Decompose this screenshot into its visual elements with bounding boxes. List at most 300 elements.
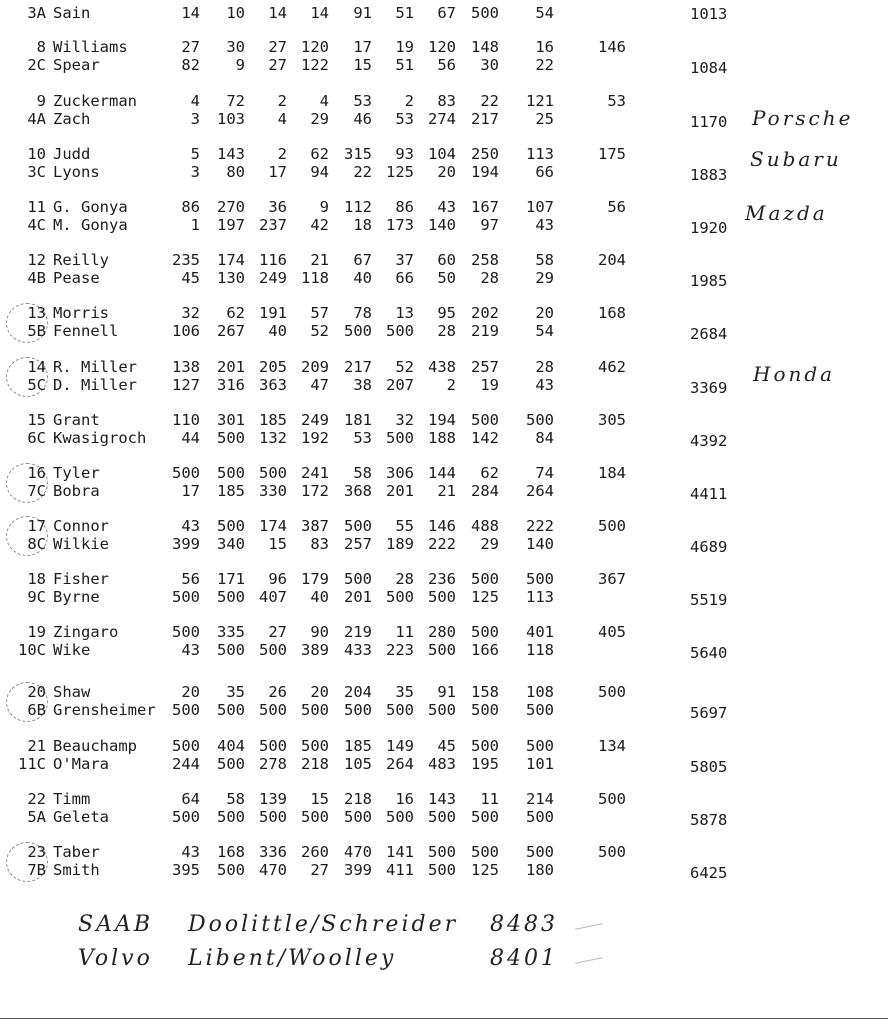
score-cell: 433	[344, 641, 372, 659]
score-cell: 28	[395, 570, 414, 588]
score-cell: 438	[428, 358, 456, 376]
score-cell: 144	[428, 464, 456, 482]
score-cell: 74	[535, 464, 554, 482]
extra-score: 168	[598, 304, 626, 322]
score-cell: 500	[428, 808, 456, 826]
score-cell: 407	[259, 588, 287, 606]
score-cell: 330	[259, 482, 287, 500]
entry-code: 5A	[27, 808, 46, 826]
score-cell: 66	[535, 163, 554, 181]
score-cell: 17	[353, 38, 372, 56]
score-cell: 500	[217, 588, 245, 606]
score-cell: 50	[437, 269, 456, 287]
score-cell: 500	[217, 517, 245, 535]
score-cell: 500	[172, 808, 200, 826]
entry-group	[0, 843, 888, 883]
entry-code: 6C	[27, 429, 46, 447]
score-cell: 280	[428, 623, 456, 641]
score-cell: 500	[428, 641, 456, 659]
score-cell: 56	[181, 570, 200, 588]
entry-row	[0, 517, 888, 535]
page-bottom-rule	[0, 1018, 888, 1019]
score-cell: 94	[310, 163, 329, 181]
score-cell: 101	[526, 755, 554, 773]
score-cell: 35	[226, 683, 245, 701]
score-cell: 218	[301, 755, 329, 773]
score-cell: 306	[386, 464, 414, 482]
score-cell: 222	[428, 535, 456, 553]
score-cell: 22	[353, 163, 372, 181]
score-cell: 1	[190, 216, 200, 234]
entry-code: 8	[36, 38, 46, 56]
car-annotation: Honda	[753, 362, 836, 386]
score-cell: 185	[344, 737, 372, 755]
score-cell: 53	[353, 92, 372, 110]
score-cell: 44	[181, 429, 200, 447]
score-cell: 58	[353, 464, 372, 482]
score-cell: 13	[395, 304, 414, 322]
score-cell: 401	[526, 623, 554, 641]
score-cell: 141	[386, 843, 414, 861]
entry-code: 14	[27, 358, 46, 376]
score-cell: 274	[428, 110, 456, 128]
score-cell: 500	[386, 429, 414, 447]
score-cell: 15	[310, 790, 329, 808]
handwritten-car: SAAB	[78, 912, 154, 937]
entry-name: Reilly	[53, 251, 109, 269]
score-cell: 500	[386, 701, 414, 719]
entry-name: G. Gonya	[53, 198, 128, 216]
score-cell: 19	[480, 376, 499, 394]
score-cell: 244	[172, 755, 200, 773]
score-cell: 54	[535, 322, 554, 340]
group-total: 2684	[690, 325, 728, 343]
entry-name: Morris	[53, 304, 109, 322]
score-cell: 316	[217, 376, 245, 394]
score-cell: 201	[386, 482, 414, 500]
score-cell: 20	[181, 683, 200, 701]
entry-name: Shaw	[53, 683, 91, 701]
entry-code: 16	[27, 464, 46, 482]
entry-code: 4C	[27, 216, 46, 234]
score-cell: 28	[535, 358, 554, 376]
score-cell: 218	[344, 790, 372, 808]
score-cell: 19	[395, 38, 414, 56]
score-cell: 52	[310, 322, 329, 340]
score-cell: 118	[301, 269, 329, 287]
score-cell: 83	[437, 92, 456, 110]
score-cell: 60	[437, 251, 456, 269]
score-cell: 260	[301, 843, 329, 861]
score-cell: 500	[344, 570, 372, 588]
score-cell: 3	[190, 110, 200, 128]
entry-name: Sain	[53, 4, 91, 22]
score-cell: 166	[471, 641, 499, 659]
score-cell: 51	[395, 56, 414, 74]
score-cell: 132	[259, 429, 287, 447]
score-cell: 500	[217, 429, 245, 447]
entry-code: 18	[27, 570, 46, 588]
score-cell: 483	[428, 755, 456, 773]
score-cell: 399	[172, 535, 200, 553]
score-cell: 14	[181, 4, 200, 22]
score-cell: 17	[268, 163, 287, 181]
score-cell: 4	[190, 92, 200, 110]
score-cell: 500	[301, 737, 329, 755]
score-cell: 55	[395, 517, 414, 535]
score-cell: 28	[480, 269, 499, 287]
group-total: 4689	[690, 538, 728, 556]
score-cell: 500	[526, 843, 554, 861]
handwritten-note	[0, 946, 888, 986]
score-cell: 158	[471, 683, 499, 701]
score-cell: 107	[526, 198, 554, 216]
entry-code: 11	[27, 198, 46, 216]
score-cell: 179	[301, 570, 329, 588]
score-cell: 171	[217, 570, 245, 588]
score-cell: 181	[344, 411, 372, 429]
score-cell: 500	[344, 808, 372, 826]
entry-row	[0, 38, 888, 56]
extra-score: 462	[598, 358, 626, 376]
score-cell: 10	[226, 4, 245, 22]
score-cell: 116	[259, 251, 287, 269]
entry-code: 5B	[27, 322, 46, 340]
score-cell: 500	[526, 411, 554, 429]
score-cell: 28	[437, 322, 456, 340]
score-cell: 168	[217, 843, 245, 861]
score-cell: 223	[386, 641, 414, 659]
score-cell: 500	[172, 588, 200, 606]
entry-row	[0, 701, 888, 719]
entry-row	[0, 429, 888, 447]
handwritten-drivers: Doolittle/Schreider	[188, 912, 459, 937]
entry-group	[0, 570, 888, 610]
group-total: 1985	[690, 272, 728, 290]
score-cell: 267	[217, 322, 245, 340]
score-cell: 148	[471, 38, 499, 56]
score-cell: 125	[386, 163, 414, 181]
score-cell: 207	[386, 376, 414, 394]
score-cell: 139	[259, 790, 287, 808]
entry-group	[0, 623, 888, 663]
score-cell: 93	[395, 145, 414, 163]
entry-group	[0, 304, 888, 344]
entry-code: 5C	[27, 376, 46, 394]
extra-score: 134	[598, 737, 626, 755]
entry-name: O'Mara	[53, 755, 109, 773]
score-cell: 127	[172, 376, 200, 394]
score-cell: 500	[172, 737, 200, 755]
score-cell: 118	[526, 641, 554, 659]
entry-group	[0, 464, 888, 504]
score-cell: 53	[395, 110, 414, 128]
score-cell: 140	[526, 535, 554, 553]
score-cell: 500	[217, 808, 245, 826]
score-cell: 66	[395, 269, 414, 287]
score-cell: 500	[471, 843, 499, 861]
score-cell: 105	[344, 755, 372, 773]
entry-group	[0, 251, 888, 291]
score-cell: 146	[428, 517, 456, 535]
entry-row	[0, 683, 888, 701]
score-cell: 180	[526, 861, 554, 879]
score-cell: 43	[181, 843, 200, 861]
score-cell: 2	[446, 376, 456, 394]
entry-row	[0, 482, 888, 500]
score-cell: 14	[310, 4, 329, 22]
score-cell: 67	[437, 4, 456, 22]
group-total: 1013	[690, 5, 728, 23]
entry-name: Tyler	[53, 464, 100, 482]
entry-name: Timm	[53, 790, 91, 808]
entry-row	[0, 588, 888, 606]
score-cell: 106	[172, 322, 200, 340]
entry-group	[0, 38, 888, 78]
score-cell: 368	[344, 482, 372, 500]
entry-row	[0, 322, 888, 340]
score-cell: 58	[226, 790, 245, 808]
score-cell: 189	[386, 535, 414, 553]
car-annotation: Mazda	[745, 201, 828, 225]
entry-group	[0, 198, 888, 238]
score-cell: 17	[181, 482, 200, 500]
score-cell: 26	[268, 683, 287, 701]
check-mark	[575, 923, 603, 931]
score-cell: 204	[344, 683, 372, 701]
entry-name: Grensheimer	[53, 701, 156, 719]
check-mark	[575, 957, 603, 965]
score-cell: 97	[480, 216, 499, 234]
entry-code: 13	[27, 304, 46, 322]
score-cell: 43	[181, 641, 200, 659]
score-cell: 258	[471, 251, 499, 269]
entry-name: Byrne	[53, 588, 100, 606]
group-total: 5878	[690, 811, 728, 829]
score-cell: 40	[268, 322, 287, 340]
score-cell: 22	[480, 92, 499, 110]
score-cell: 195	[471, 755, 499, 773]
score-cell: 82	[181, 56, 200, 74]
score-cell: 56	[437, 56, 456, 74]
score-cell: 112	[344, 198, 372, 216]
entry-row	[0, 269, 888, 287]
entry-code: 15	[27, 411, 46, 429]
score-cell: 51	[395, 4, 414, 22]
entry-group	[0, 683, 888, 723]
score-cell: 500	[428, 701, 456, 719]
score-cell: 57	[310, 304, 329, 322]
score-cell: 500	[344, 701, 372, 719]
score-cell: 78	[353, 304, 372, 322]
score-cell: 5	[190, 145, 200, 163]
score-cell: 43	[437, 198, 456, 216]
score-cell: 236	[428, 570, 456, 588]
score-cell: 488	[471, 517, 499, 535]
extra-score: 53	[607, 92, 626, 110]
score-cell: 4	[319, 92, 329, 110]
score-cell: 315	[344, 145, 372, 163]
score-cell: 500	[259, 737, 287, 755]
score-cell: 58	[535, 251, 554, 269]
score-cell: 500	[344, 517, 372, 535]
score-cell: 500	[428, 861, 456, 879]
score-cell: 389	[301, 641, 329, 659]
group-total: 4411	[690, 485, 728, 503]
score-cell: 500	[386, 322, 414, 340]
score-cell: 500	[428, 588, 456, 606]
score-cell: 167	[471, 198, 499, 216]
score-cell: 500	[471, 411, 499, 429]
group-total: 5805	[690, 758, 728, 776]
entry-name: Geleta	[53, 808, 109, 826]
extra-score: 184	[598, 464, 626, 482]
score-cell: 138	[172, 358, 200, 376]
score-cell: 500	[217, 641, 245, 659]
score-cell: 235	[172, 251, 200, 269]
score-cell: 113	[526, 588, 554, 606]
score-cell: 15	[268, 535, 287, 553]
entry-code: 12	[27, 251, 46, 269]
score-cell: 20	[437, 163, 456, 181]
score-cell: 205	[259, 358, 287, 376]
score-cell: 500	[172, 464, 200, 482]
score-cell: 264	[386, 755, 414, 773]
group-total: 1920	[690, 219, 728, 237]
score-cell: 387	[301, 517, 329, 535]
group-total: 4392	[690, 432, 728, 450]
score-cell: 500	[217, 701, 245, 719]
group-total: 1883	[690, 166, 728, 184]
score-cell: 500	[386, 588, 414, 606]
score-cell: 120	[301, 38, 329, 56]
entry-code: 21	[27, 737, 46, 755]
score-cell: 42	[310, 216, 329, 234]
entry-code: 7C	[27, 482, 46, 500]
score-cell: 62	[310, 145, 329, 163]
score-cell: 91	[437, 683, 456, 701]
extra-score: 204	[598, 251, 626, 269]
score-cell: 500	[386, 808, 414, 826]
score-cell: 64	[181, 790, 200, 808]
entry-name: Zach	[53, 110, 91, 128]
score-cell: 2	[277, 92, 287, 110]
score-cell: 500	[344, 322, 372, 340]
extra-score: 500	[598, 843, 626, 861]
score-cell: 188	[428, 429, 456, 447]
score-cell: 217	[344, 358, 372, 376]
handwritten-total: 8401	[490, 946, 558, 971]
entry-code: 20	[27, 683, 46, 701]
entry-group	[0, 411, 888, 451]
score-cell: 284	[471, 482, 499, 500]
score-cell: 96	[268, 570, 287, 588]
score-cell: 90	[310, 623, 329, 641]
entry-code: 4A	[27, 110, 46, 128]
entry-name: Zingaro	[53, 623, 119, 641]
score-cell: 257	[471, 358, 499, 376]
entry-row	[0, 861, 888, 879]
score-cell: 21	[310, 251, 329, 269]
entry-name: Pease	[53, 269, 100, 287]
entry-code: 9	[36, 92, 46, 110]
score-cell: 22	[535, 56, 554, 74]
entry-code: 10C	[18, 641, 46, 659]
handwritten-total: 8483	[490, 912, 558, 937]
score-cell: 219	[344, 623, 372, 641]
score-cell: 91	[353, 4, 372, 22]
extra-score: 500	[598, 517, 626, 535]
score-cell: 140	[428, 216, 456, 234]
score-cell: 500	[526, 701, 554, 719]
entry-code: 3C	[27, 163, 46, 181]
score-cell: 4	[277, 110, 287, 128]
score-cell: 185	[217, 482, 245, 500]
score-cell: 172	[301, 482, 329, 500]
entry-code: 8C	[27, 535, 46, 553]
score-cell: 143	[428, 790, 456, 808]
score-cell: 108	[526, 683, 554, 701]
entry-code: 7B	[27, 861, 46, 879]
entry-row	[0, 790, 888, 808]
score-cell: 340	[217, 535, 245, 553]
score-cell: 249	[259, 269, 287, 287]
score-cell: 500	[526, 737, 554, 755]
score-cell: 27	[268, 623, 287, 641]
entry-code: 2C	[27, 56, 46, 74]
score-cell: 500	[259, 701, 287, 719]
score-cell: 29	[535, 269, 554, 287]
score-cell: 301	[217, 411, 245, 429]
group-total: 3369	[690, 379, 728, 397]
score-cell: 30	[480, 56, 499, 74]
score-cell: 36	[268, 198, 287, 216]
extra-score: 367	[598, 570, 626, 588]
entry-name: Fisher	[53, 570, 109, 588]
score-cell: 72	[226, 92, 245, 110]
entry-name: Connor	[53, 517, 109, 535]
score-cell: 62	[226, 304, 245, 322]
score-cell: 29	[480, 535, 499, 553]
score-cell: 113	[526, 145, 554, 163]
entry-row	[0, 251, 888, 269]
handwritten-car: Volvo	[78, 946, 153, 971]
score-cell: 27	[310, 861, 329, 879]
score-cell: 86	[181, 198, 200, 216]
score-cell: 21	[437, 482, 456, 500]
entry-code: 9C	[27, 588, 46, 606]
score-cell: 500	[471, 570, 499, 588]
group-total: 5519	[690, 591, 728, 609]
score-cell: 500	[301, 808, 329, 826]
score-cell: 149	[386, 737, 414, 755]
score-cell: 270	[217, 198, 245, 216]
group-total: 6425	[690, 864, 728, 882]
score-cell: 2	[277, 145, 287, 163]
entry-code: 23	[27, 843, 46, 861]
score-cell: 194	[471, 163, 499, 181]
score-cell: 20	[310, 683, 329, 701]
score-cell: 16	[535, 38, 554, 56]
score-cell: 500	[217, 755, 245, 773]
entry-group	[0, 737, 888, 777]
score-cell: 257	[344, 535, 372, 553]
entry-name: Lyons	[53, 163, 100, 181]
entry-row	[0, 737, 888, 755]
group-total: 5640	[690, 644, 728, 662]
extra-score: 56	[607, 198, 626, 216]
score-cell: 336	[259, 843, 287, 861]
